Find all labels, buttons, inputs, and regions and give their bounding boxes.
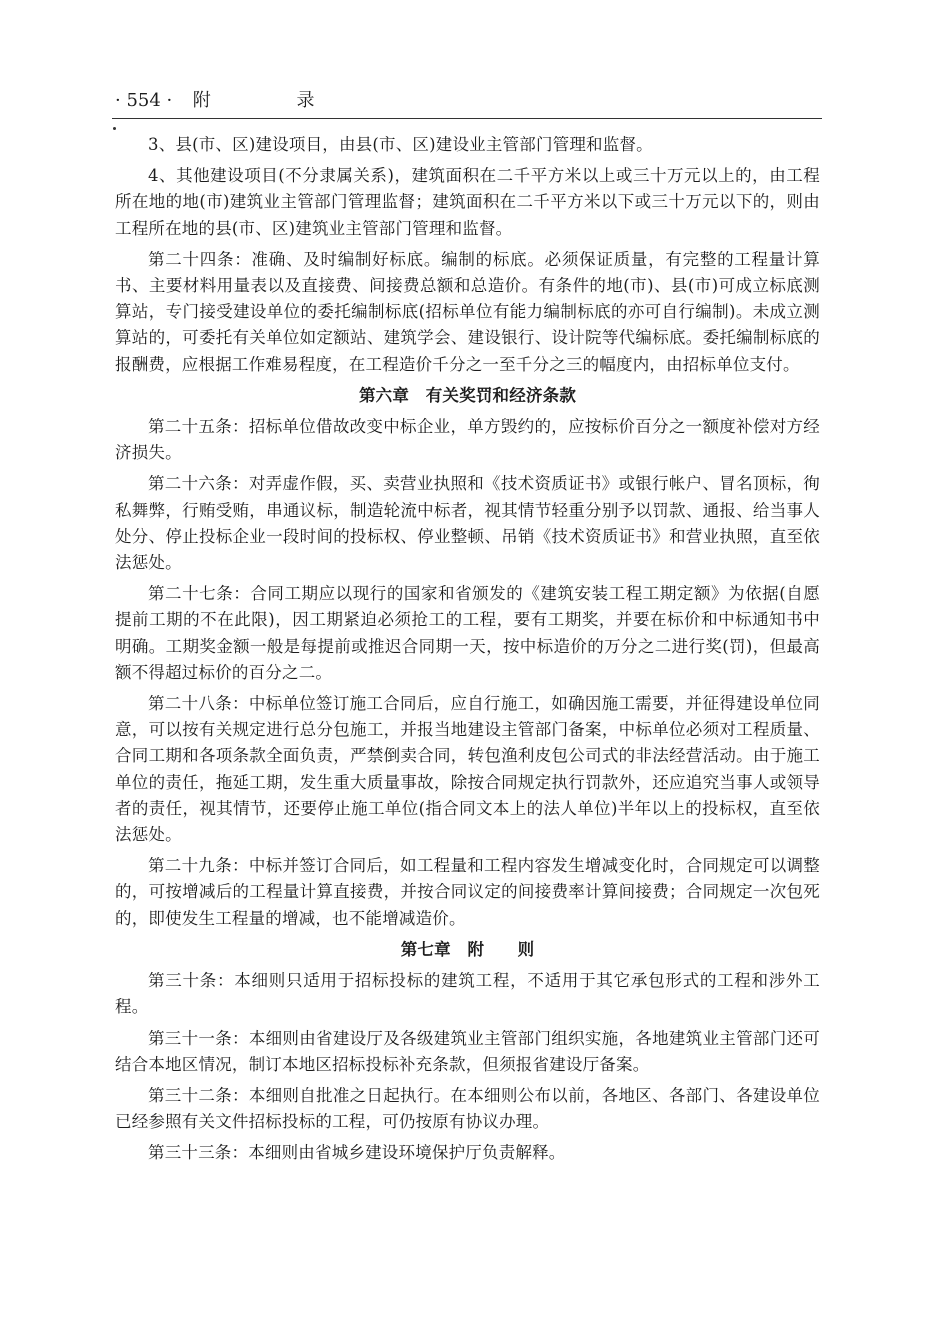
paragraph: 第二十四条：准确、及时编制好标底。编制的标底。必须保证质量，有完整的工程量计算书、主要材料用量表以及直接费、间接费总额和总造价。有条件的地(市)、县(市)可成立标底测算站，专门接受建设单位的委托编制标底(招标单位有能力编制标底的亦可自行编制)。未成立测算站的，可委托有关单位如定额站、建筑学会、建设银行、设计院等代编标底。委托编制标底的报酬费，应根据工作难易程度，在工程造价千分之一至千分之三的幅度内，由招标单位支付。 (115, 249, 820, 374)
paragraph: 第三十二条：本细则自批准之日起执行。在本细则公布以前，各地区、各部门、各建设单位已经参照有关文件招标投标的工程，可仍按原有协议办理。 (115, 1085, 820, 1132)
margin-dot (113, 127, 116, 130)
body-text (115, 132, 820, 1172)
section-title: 附 录 (192, 90, 355, 111)
chapter-7-heading: 第七章 附 则 (400, 939, 535, 959)
chapter-6-heading: 第六章 有关奖罚和经济条款 (358, 385, 577, 405)
paragraph: 4、其他建设项目(不分隶属关系)，建筑面积在二千平方米以上或三十万元以上的，由工程所在地的地(市)建筑业主管部门管理监督；建筑面积在二千平方米以下或三十万元以下的，则由工程所在地的县(市、区)建筑业主管部门管理和监督。 (115, 166, 820, 238)
page-number: · 554 · (115, 90, 173, 111)
paragraph: 第二十五条：招标单位借故改变中标企业，单方毁约的，应按标价百分之一额度补偿对方经济损失。 (115, 417, 820, 463)
paragraph: 第二十七条：合同工期应以现行的国家和省颁发的《建筑安装工程工期定额》为依据(自愿提前工期的不在此限)，因工期紧迫必须抢工的工程，要有工期奖，并要在标价和中标通知书中明确。工期奖金额一般是每提前或推迟合同期一天，按中标造价的万分之二进行奖(罚)，但最高额不得超过标价的百分之二。 (115, 584, 820, 682)
header-rule (112, 118, 822, 119)
paragraph: 第二十九条：中标并签订合同后，如工程量和工程内容发生增减变化时，合同规定可以调整的，可按增减后的工程量计算直接费，并按合同议定的间接费率计算间接费；合同规定一次包死的，即使发生工程量的增减，也不能增减造价。 (115, 856, 820, 928)
paragraph: 第二十八条：中标单位签订施工合同后，应自行施工，如确因施工需要，并征得建设单位同意，可以按有关规定进行总分包施工，并报当地建设主管部门备案，中标单位必须对工程质量、合同工期和各项条款全面负责，严禁倒卖合同，转包渔利皮包公司式的非法经营活动。由于施工单位的责任，拖延工期，发生重大质量事故，除按合同规定执行罚款外，还应追究当事人或领导者的责任，视其情节，还要停止施工单位(指合同文本上的法人单位)半年以上的投标权，直至依法惩处。 (115, 694, 820, 845)
paragraph: 第三十一条：本细则由省建设厅及各级建筑业主管部门组织实施，各地建筑业主管部门还可结合本地区情况，制订本地区招标投标补充条款，但须报省建设厅备案。 (115, 1028, 820, 1074)
paragraph: 第三十条：本细则只适用于招标投标的建筑工程，不适用于其它承包形式的工程和涉外工程。 (115, 971, 820, 1017)
paragraph: 3、县(市、区)建设项目，由县(市、区)建设业主管部门管理和监督。 (148, 135, 653, 154)
paragraph: 第二十六条：对弄虚作假，买、卖营业执照和《技术资质证书》或银行帐户、冒名顶标，徇私舞弊，行贿受贿，串通议标，制造轮流中标者，视其情节轻重分别予以罚款、通报、给当事人处分、停止投标企业一段时间的投标权、停业整顿、吊销《技术资质证书》和营业执照，直至依法惩处。 (115, 474, 820, 573)
paragraph: 第三十三条：本细则由省城乡建设环境保护厅负责解释。 (148, 1143, 566, 1163)
page-header (115, 88, 820, 114)
